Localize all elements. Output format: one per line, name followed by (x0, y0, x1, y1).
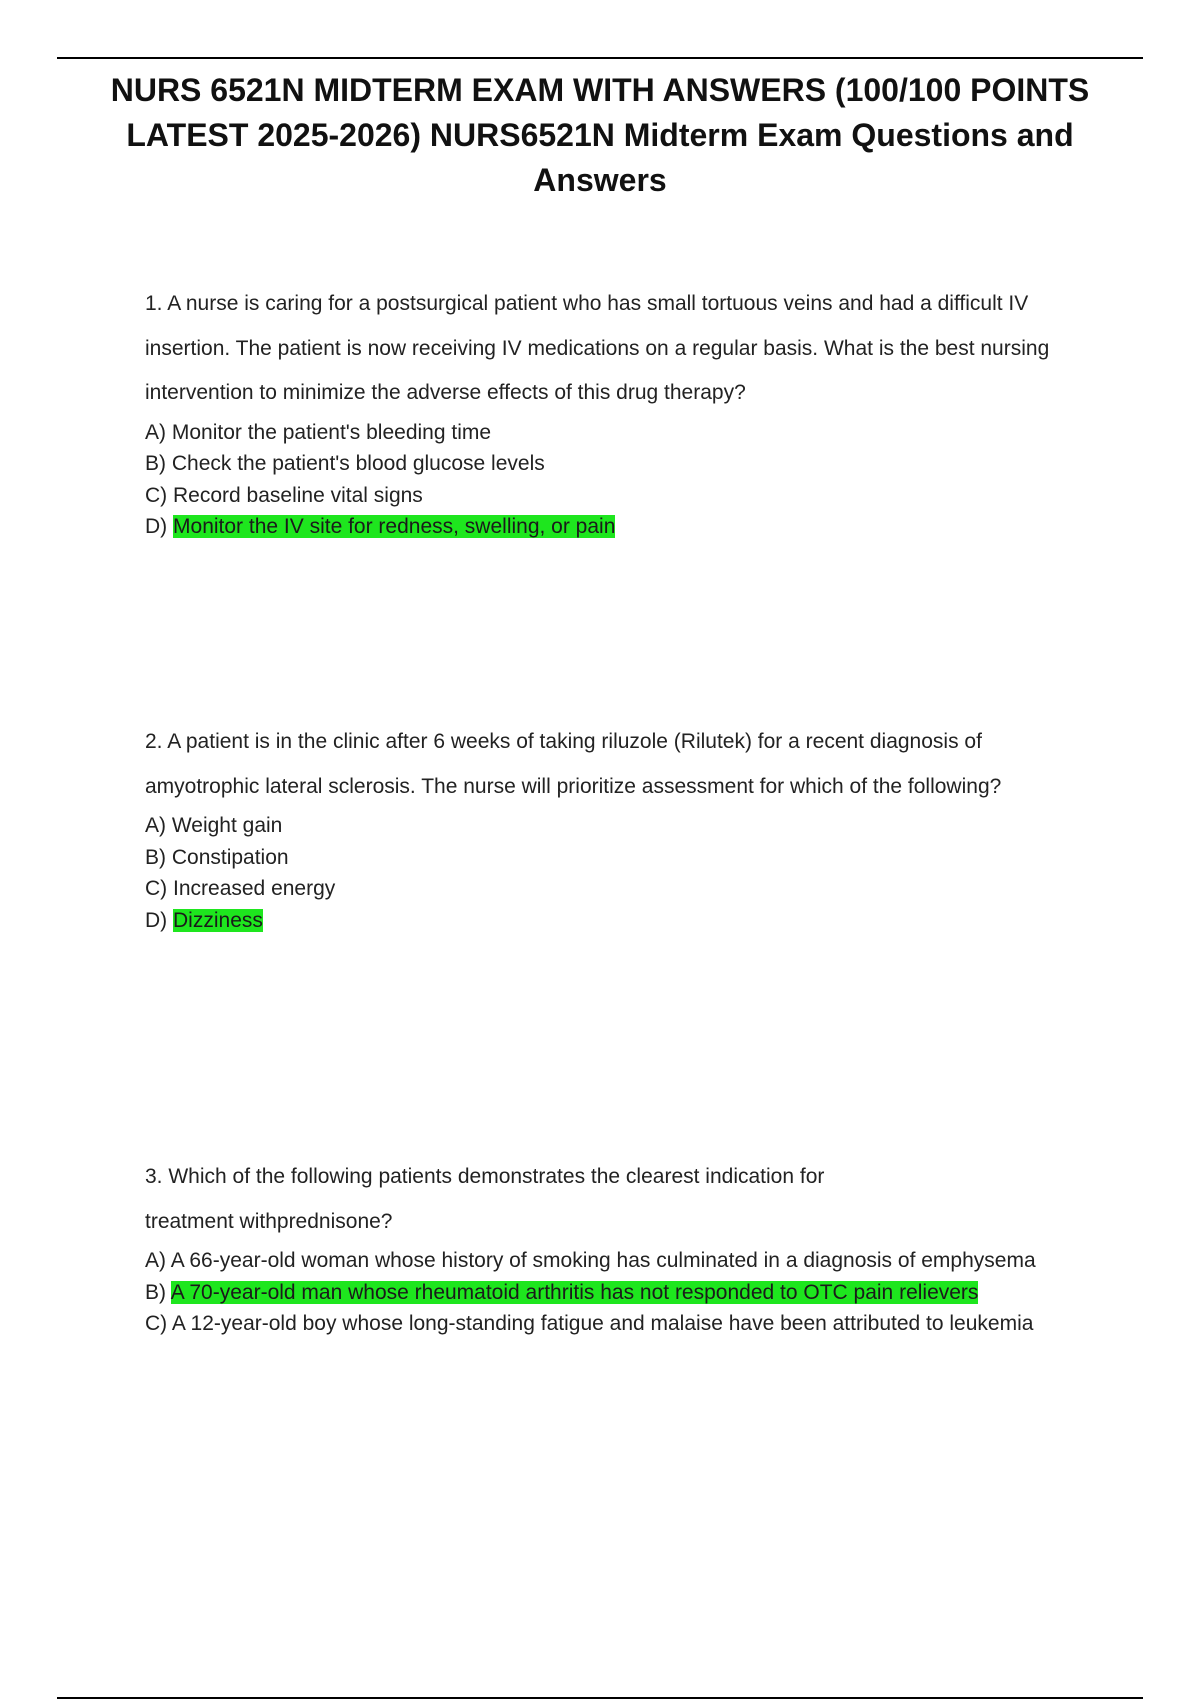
option-text: A 66-year-old woman whose history of smoking has culminated in a diagnosis of emphysema (170, 1249, 1036, 1272)
option-letter: D) (145, 908, 168, 932)
option-b (145, 448, 1105, 480)
question-1 (145, 282, 1105, 543)
bottom-rule (57, 1697, 1143, 1699)
option-letter: C) (145, 483, 168, 507)
correct-answer-highlight: Monitor the IV site for redness, swelling, or pain (173, 515, 616, 538)
option-a (145, 417, 1105, 449)
option-a (145, 1245, 1105, 1277)
option-text: Increased energy (173, 877, 336, 900)
option-letter: B) (145, 845, 166, 869)
option-c (145, 480, 1105, 512)
option-text: A 12-year-old boy whose long-standing fatigue and malaise have been attributed to leukemia (171, 1312, 1034, 1335)
option-d (145, 905, 1105, 937)
option-letter: C) (145, 877, 168, 900)
option-letter: C) (145, 1312, 168, 1335)
question-stem: 1. A nurse is caring for a postsurgical patient who has small tortuous veins and had a difficult IV insertion. The patient is now receiving IV medications on a regular basis. What is the best nursing intervention to minimize the adverse effects of this drug therapy? (145, 292, 1050, 404)
option-b (145, 842, 1105, 874)
option-letter: B) (145, 1280, 166, 1304)
option-c (145, 873, 1105, 905)
answer-options (145, 1245, 1105, 1340)
option-b (145, 1277, 1105, 1309)
option-a (145, 810, 1105, 842)
question-2 (145, 720, 1105, 936)
question-stem: 2. A patient is in the clinic after 6 weeks of taking riluzole (Rilutek) for a recent diagnosis of amyotrophic lateral sclerosis. The nurse will prioritize assessment for which of the following? (145, 730, 1002, 798)
correct-answer-highlight: A 70-year-old man whose rheumatoid arthritis has not responded to OTC pain relievers (170, 1280, 979, 1304)
option-letter: D) (145, 515, 168, 538)
option-text: Constipation (171, 845, 289, 869)
option-d (145, 511, 1105, 543)
option-text: Record baseline vital signs (173, 483, 423, 507)
question-3 (145, 1155, 1105, 1340)
correct-answer-highlight: Dizziness (173, 908, 263, 932)
option-letter: A) (145, 814, 166, 837)
answer-options (145, 417, 1105, 543)
answer-options (145, 810, 1105, 936)
question-stem: 3. Which of the following patients demonstrates the clearest indication for treatment withprednisone? (145, 1165, 825, 1233)
option-text: Monitor the patient's bleeding time (171, 420, 492, 444)
option-letter: B) (145, 452, 166, 475)
option-letter: A) (145, 1249, 166, 1272)
option-letter: A) (145, 420, 166, 444)
document-title: NURS 6521N MIDTERM EXAM WITH ANSWERS (100/100 POINTS LATEST 2025-2026) NURS6521N Midterm Exam Questions and Answers (110, 72, 1090, 198)
top-rule (57, 57, 1143, 59)
option-c (145, 1308, 1105, 1340)
option-text: Check the patient's blood glucose levels (171, 452, 545, 475)
option-text: Weight gain (171, 814, 283, 837)
